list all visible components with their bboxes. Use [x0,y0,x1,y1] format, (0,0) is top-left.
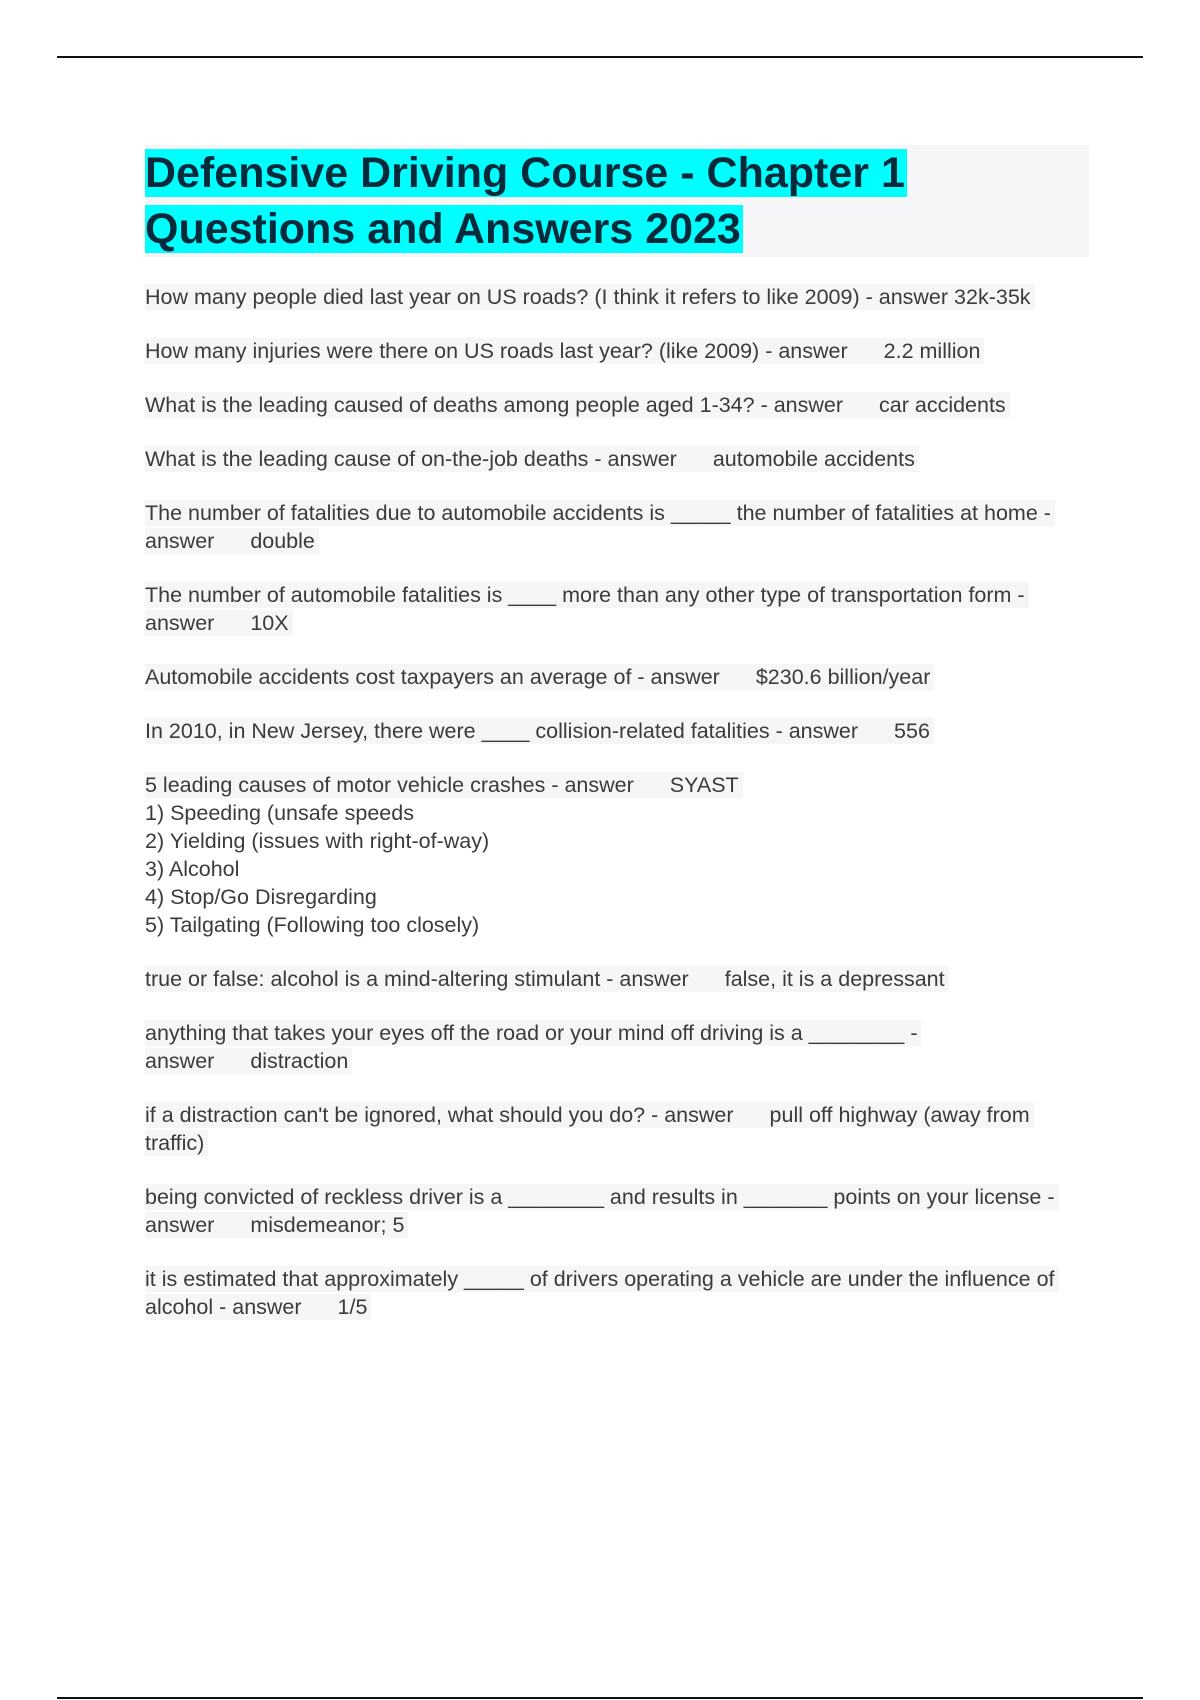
qa-item [145,1183,1095,1239]
bottom-rule [57,1697,1143,1699]
answer-text: 556 [894,719,930,743]
question-text: anything that takes your eyes off the road or your mind off driving is a ________ - answer [145,1021,918,1073]
list-item: 4) Stop/Go Disregarding [145,885,377,909]
qa-item [145,445,1095,473]
question-text: How many people died last year on US roads? (I think it refers to like 2009) - answer [145,285,949,309]
qa-item [145,391,1095,419]
qa-item [145,283,1095,311]
title-line-2: Questions and Answers 2023 [145,205,741,253]
question-text: if a distraction can't be ignored, what should you do? - answer [145,1103,734,1127]
qa-item [145,1019,1095,1075]
qa-item [145,1101,1095,1157]
qa-item [145,771,1095,939]
answer-text: SYAST [669,773,739,797]
qa-item [145,717,1095,745]
answer-text: misdemeanor; 5 [250,1213,405,1237]
question-text: Automobile accidents cost taxpayers an average of - answer [145,665,720,689]
answer-text: double [250,529,315,553]
list-item: 1) Speeding (unsafe speeds [145,801,414,825]
question-text: it is estimated that approximately _____ of drivers operating a vehicle are under the influence of alcohol - answer [145,1267,1055,1319]
qa-item [145,337,1095,365]
qa-item [145,581,1095,637]
answer-text: 1/5 [337,1295,368,1319]
question-text: The number of fatalities due to automobile accidents is _____ the number of fatalities at home - answer [145,501,1051,553]
question-text: 5 leading causes of motor vehicle crashes - answer [145,773,634,797]
question-text: In 2010, in New Jersey, there were ____ collision-related fatalities - answer [145,719,859,743]
list-item: 5) Tailgating (Following too closely) [145,913,480,937]
qa-item [145,499,1095,555]
title-block [145,145,1089,257]
qa-item [145,663,1095,691]
answer-text: pull off highway (away from traffic) [145,1103,1030,1155]
question-text: What is the leading caused of deaths among people aged 1-34? - answer [145,393,844,417]
list-item: 2) Yielding (issues with right-of-way) [145,829,490,853]
answer-text: distraction [250,1049,349,1073]
qa-item [145,1265,1095,1321]
answer-text: 2.2 million [883,339,981,363]
answer-text: $230.6 billion/year [755,665,931,689]
qa-item [145,965,1095,993]
page-title [145,145,1089,257]
answer-text: false, it is a depressant [724,967,945,991]
answer-text: automobile accidents [712,447,915,471]
answer-text: 32k-35k [954,285,1031,309]
question-text: The number of automobile fatalities is ____ more than any other type of transportation form - answer [145,583,1025,635]
question-text: How many injuries were there on US roads last year? (like 2009) - answer [145,339,848,363]
answer-text: car accidents [879,393,1006,417]
top-rule [57,56,1143,58]
title-line-1: Defensive Driving Course - Chapter 1 [145,149,905,197]
answer-text: 10X [250,611,289,635]
list-item: 3) Alcohol [145,857,240,881]
question-text: being convicted of reckless driver is a ________ and results in _______ points on your license - answer [145,1185,1055,1237]
question-text: What is the leading cause of on-the-job deaths - answer [145,447,677,471]
qa-list [145,283,1095,1321]
question-text: true or false: alcohol is a mind-altering stimulant - answer [145,967,689,991]
